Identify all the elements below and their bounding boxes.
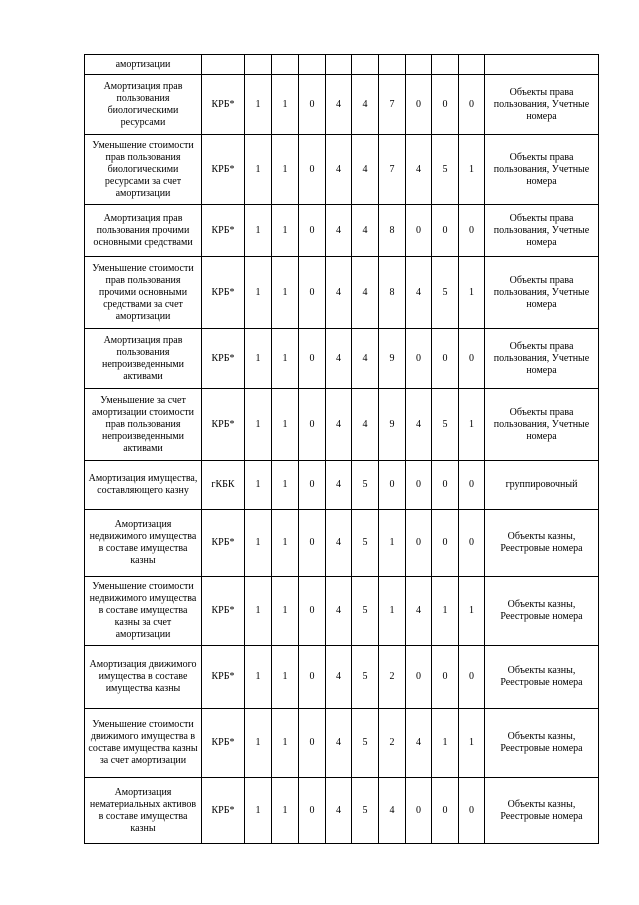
account-digit-cell: 4: [326, 135, 352, 205]
account-digit-cell: 1: [272, 75, 299, 135]
account-digit-cell: 0: [299, 646, 326, 709]
account-digit-cell: 0: [299, 577, 326, 646]
account-digit-cell: 1: [245, 510, 272, 577]
account-digit-cell: [432, 55, 459, 75]
account-digit-cell: 4: [352, 205, 379, 257]
account-type-cell: КРБ*: [202, 135, 245, 205]
account-digit-cell: 1: [272, 510, 299, 577]
account-digit-cell: 7: [379, 135, 406, 205]
account-digit-cell: 0: [299, 205, 326, 257]
account-digit-cell: 4: [326, 577, 352, 646]
account-digit-cell: 1: [245, 778, 272, 844]
account-digit-cell: 5: [352, 577, 379, 646]
table-row: [85, 205, 599, 257]
account-digit-cell: 1: [432, 709, 459, 778]
account-digit-cell: 0: [432, 205, 459, 257]
account-name-cell: Амортизация недвижимого имущества в составе имущества казны: [85, 510, 202, 577]
account-digit-cell: 4: [326, 329, 352, 389]
account-digit-cell: 4: [326, 778, 352, 844]
account-type-cell: КРБ*: [202, 577, 245, 646]
account-name-cell: амортизации: [85, 55, 202, 75]
account-digit-cell: 0: [406, 646, 432, 709]
account-digit-cell: 1: [459, 709, 485, 778]
account-name-cell: Уменьшение стоимости прав пользования биологическими ресурсами за счет амортизации: [85, 135, 202, 205]
analytics-note-cell: группировочный: [485, 461, 599, 510]
account-digit-cell: 4: [326, 461, 352, 510]
analytics-note-cell: [485, 55, 599, 75]
account-type-cell: КРБ*: [202, 329, 245, 389]
account-digit-cell: 0: [299, 778, 326, 844]
account-digit-cell: 4: [406, 709, 432, 778]
account-digit-cell: 0: [406, 75, 432, 135]
account-digit-cell: 2: [379, 709, 406, 778]
account-digit-cell: 4: [352, 329, 379, 389]
account-digit-cell: 1: [245, 577, 272, 646]
account-digit-cell: 5: [352, 709, 379, 778]
account-type-cell: КРБ*: [202, 778, 245, 844]
account-digit-cell: 9: [379, 389, 406, 461]
account-digit-cell: 2: [379, 646, 406, 709]
account-digit-cell: 4: [326, 75, 352, 135]
account-digit-cell: 0: [299, 709, 326, 778]
analytics-note-cell: Объекты права пользования, Учетные номера: [485, 135, 599, 205]
account-digit-cell: 0: [406, 510, 432, 577]
analytics-note-cell: Объекты казны, Реестровые номера: [485, 778, 599, 844]
account-digit-cell: [299, 55, 326, 75]
account-digit-cell: 4: [406, 257, 432, 329]
account-name-cell: Уменьшение стоимости движимого имущества в составе имущества казны за счет амортизации: [85, 709, 202, 778]
account-digit-cell: 0: [406, 329, 432, 389]
account-digit-cell: 0: [459, 646, 485, 709]
account-name-cell: Уменьшение стоимости прав пользования прочими основными средствами за счет амортизации: [85, 257, 202, 329]
account-name-cell: Амортизация прав пользования непроизведенными активами: [85, 329, 202, 389]
account-digit-cell: 1: [459, 389, 485, 461]
account-digit-cell: 4: [352, 257, 379, 329]
account-digit-cell: 1: [272, 205, 299, 257]
table-row: [85, 778, 599, 844]
account-digit-cell: 1: [272, 135, 299, 205]
account-digit-cell: 5: [432, 135, 459, 205]
account-digit-cell: 0: [432, 461, 459, 510]
account-digit-cell: 1: [379, 577, 406, 646]
account-digit-cell: 5: [352, 461, 379, 510]
account-digit-cell: [272, 55, 299, 75]
account-name-cell: Амортизация нематериальных активов в составе имущества казны: [85, 778, 202, 844]
account-digit-cell: 1: [245, 329, 272, 389]
account-digit-cell: 1: [459, 577, 485, 646]
account-digit-cell: [379, 55, 406, 75]
analytics-note-cell: Объекты казны, Реестровые номера: [485, 510, 599, 577]
account-digit-cell: 7: [379, 75, 406, 135]
account-digit-cell: 1: [245, 257, 272, 329]
account-digit-cell: 4: [326, 257, 352, 329]
account-digit-cell: 1: [245, 205, 272, 257]
table-row: [85, 389, 599, 461]
table-row: [85, 329, 599, 389]
account-digit-cell: 4: [352, 75, 379, 135]
table-row: [85, 577, 599, 646]
account-digit-cell: 1: [245, 646, 272, 709]
account-digit-cell: 1: [379, 510, 406, 577]
account-digit-cell: 1: [272, 646, 299, 709]
table-row: [85, 461, 599, 510]
account-digit-cell: 1: [272, 461, 299, 510]
analytics-note-cell: Объекты права пользования, Учетные номера: [485, 257, 599, 329]
account-type-cell: КРБ*: [202, 510, 245, 577]
account-digit-cell: 8: [379, 257, 406, 329]
account-digit-cell: 1: [245, 389, 272, 461]
table-body: [85, 55, 599, 844]
account-digit-cell: 4: [406, 389, 432, 461]
account-digit-cell: 1: [272, 389, 299, 461]
account-digit-cell: 4: [352, 135, 379, 205]
account-digit-cell: 0: [299, 257, 326, 329]
account-digit-cell: 8: [379, 205, 406, 257]
analytics-note-cell: Объекты права пользования, Учетные номера: [485, 389, 599, 461]
account-digit-cell: 1: [245, 709, 272, 778]
account-digit-cell: 0: [379, 461, 406, 510]
table-row: [85, 75, 599, 135]
account-digit-cell: 5: [432, 389, 459, 461]
account-name-cell: Амортизация имущества, составляющего казну: [85, 461, 202, 510]
account-digit-cell: 0: [406, 778, 432, 844]
account-digit-cell: [326, 55, 352, 75]
account-digit-cell: 4: [406, 135, 432, 205]
account-digit-cell: 1: [432, 577, 459, 646]
account-digit-cell: 1: [272, 778, 299, 844]
account-digit-cell: 0: [432, 75, 459, 135]
account-digit-cell: 0: [406, 205, 432, 257]
account-digit-cell: 0: [459, 329, 485, 389]
account-name-cell: Уменьшение стоимости недвижимого имущества в составе имущества казны за счет амортизации: [85, 577, 202, 646]
account-digit-cell: 1: [272, 329, 299, 389]
account-digit-cell: [352, 55, 379, 75]
account-digit-cell: 0: [432, 329, 459, 389]
account-digit-cell: 1: [272, 257, 299, 329]
account-digit-cell: 0: [299, 135, 326, 205]
account-digit-cell: 5: [352, 646, 379, 709]
account-digit-cell: 4: [379, 778, 406, 844]
account-type-cell: КРБ*: [202, 709, 245, 778]
account-digit-cell: 0: [299, 461, 326, 510]
account-digit-cell: 4: [326, 709, 352, 778]
analytics-note-cell: Объекты казны, Реестровые номера: [485, 646, 599, 709]
account-type-cell: КРБ*: [202, 205, 245, 257]
analytics-note-cell: Объекты права пользования, Учетные номера: [485, 75, 599, 135]
account-type-cell: гКБК: [202, 461, 245, 510]
accounts-table: [84, 54, 599, 844]
analytics-note-cell: Объекты права пользования, Учетные номера: [485, 329, 599, 389]
account-digit-cell: [459, 55, 485, 75]
account-digit-cell: 1: [245, 461, 272, 510]
account-type-cell: [202, 55, 245, 75]
table-row: [85, 55, 599, 75]
table-row: [85, 510, 599, 577]
account-digit-cell: 9: [379, 329, 406, 389]
account-digit-cell: 5: [432, 257, 459, 329]
account-digit-cell: 4: [326, 205, 352, 257]
account-name-cell: Уменьшение за счет амортизации стоимости прав пользования непроизведенными активами: [85, 389, 202, 461]
account-digit-cell: 1: [272, 709, 299, 778]
analytics-note-cell: Объекты права пользования, Учетные номера: [485, 205, 599, 257]
account-digit-cell: 0: [459, 205, 485, 257]
account-digit-cell: 1: [459, 257, 485, 329]
account-digit-cell: 4: [326, 646, 352, 709]
account-digit-cell: 4: [326, 510, 352, 577]
account-digit-cell: 0: [299, 389, 326, 461]
account-name-cell: Амортизация движимого имущества в составе имущества казны: [85, 646, 202, 709]
account-digit-cell: 0: [432, 510, 459, 577]
account-digit-cell: 0: [299, 510, 326, 577]
table-row: [85, 135, 599, 205]
account-digit-cell: 0: [299, 75, 326, 135]
analytics-note-cell: Объекты казны, Реестровые номера: [485, 709, 599, 778]
account-digit-cell: 0: [459, 510, 485, 577]
account-type-cell: КРБ*: [202, 646, 245, 709]
table-row: [85, 257, 599, 329]
account-digit-cell: [406, 55, 432, 75]
account-digit-cell: 1: [245, 75, 272, 135]
table-row: [85, 709, 599, 778]
account-digit-cell: 4: [352, 389, 379, 461]
account-digit-cell: 0: [459, 75, 485, 135]
account-digit-cell: 0: [432, 778, 459, 844]
account-digit-cell: 4: [326, 389, 352, 461]
account-digit-cell: 5: [352, 778, 379, 844]
account-digit-cell: 5: [352, 510, 379, 577]
account-digit-cell: 0: [299, 329, 326, 389]
account-name-cell: Амортизация прав пользования прочими основными средствами: [85, 205, 202, 257]
account-digit-cell: 1: [245, 135, 272, 205]
account-digit-cell: 4: [406, 577, 432, 646]
account-name-cell: Амортизация прав пользования биологическими ресурсами: [85, 75, 202, 135]
account-digit-cell: 1: [272, 577, 299, 646]
table-row: [85, 646, 599, 709]
account-digit-cell: 0: [406, 461, 432, 510]
account-digit-cell: 0: [459, 461, 485, 510]
account-digit-cell: [245, 55, 272, 75]
account-type-cell: КРБ*: [202, 257, 245, 329]
account-type-cell: КРБ*: [202, 75, 245, 135]
account-digit-cell: 0: [432, 646, 459, 709]
analytics-note-cell: Объекты казны, Реестровые номера: [485, 577, 599, 646]
account-type-cell: КРБ*: [202, 389, 245, 461]
account-digit-cell: 1: [459, 135, 485, 205]
account-digit-cell: 0: [459, 778, 485, 844]
